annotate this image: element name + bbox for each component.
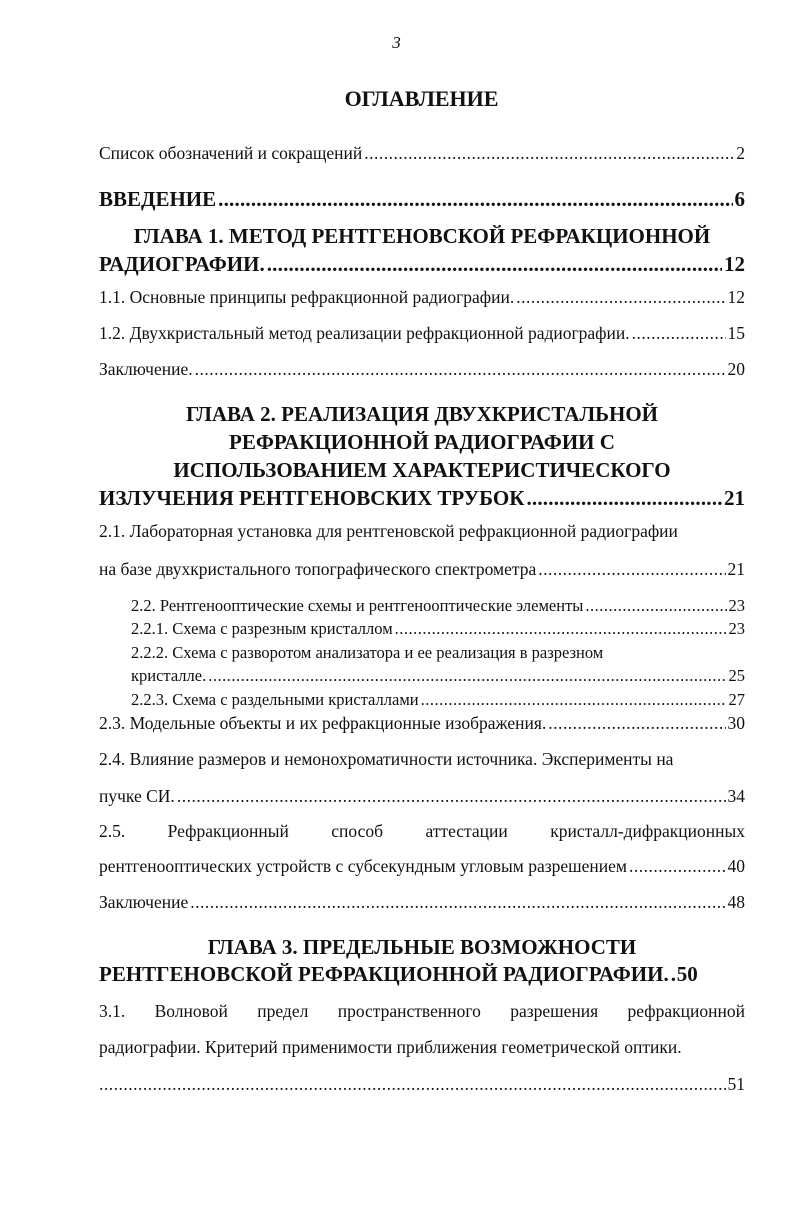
toc-page-number: 25 (728, 666, 745, 685)
leader-dots (526, 486, 722, 511)
toc-entry-text: пучке СИ. (99, 786, 175, 806)
toc-page-number: 23 (728, 619, 745, 638)
leader-dots (629, 856, 726, 877)
toc-entry-text: Список обозначений и сокращений (99, 143, 363, 163)
leader-dots (267, 252, 722, 277)
word: кристалл-дифракционных (550, 821, 745, 841)
toc-page-number: 23 (728, 596, 745, 615)
page-title: ОГЛАВЛЕНИЕ (344, 86, 499, 111)
chapter-2-title-line3[interactable]: ИСПОЛЬЗОВАНИЕМ ХАРАКТЕРИСТИЧЕСКОГО (173, 458, 671, 482)
leader-dots (516, 287, 725, 308)
chapter-3-title-line1[interactable]: ГЛАВА 3. ПРЕДЕЛЬНЫЕ ВОЗМОЖНОСТИ (207, 935, 637, 959)
toc-entry-chapter-2[interactable] (99, 486, 745, 511)
leader-dots (208, 666, 726, 686)
toc-entry-abbreviations[interactable] (99, 143, 745, 164)
leader-dots (421, 690, 727, 710)
leader-dots (538, 559, 725, 580)
word: аттестации (425, 821, 508, 841)
toc-page-number: 6 (734, 187, 745, 211)
toc-entry-chapter-1-conclusion[interactable] (99, 359, 745, 380)
toc-entry-3-1-line1[interactable] (99, 1001, 745, 1022)
leader-dots (548, 713, 725, 734)
toc-entry-2-2-2[interactable] (131, 666, 745, 686)
toc-entry-2-3[interactable] (99, 713, 745, 734)
toc-page-number: 51 (727, 1074, 745, 1094)
word: разрешения (510, 1001, 599, 1021)
toc-entry-text: 2.2. Рентгенооптические схемы и рентгенооптические элементы (131, 596, 584, 615)
toc-page-number: 21 (724, 486, 745, 510)
toc-page-number: 20 (727, 359, 745, 379)
toc-entry-text: Заключение. (99, 359, 193, 379)
toc-entry-introduction[interactable] (99, 187, 745, 212)
toc-page-number: 48 (727, 892, 745, 912)
toc-entry-2-5[interactable] (99, 856, 745, 877)
word: Волновой (154, 1001, 228, 1021)
toc-entry-text: 1.1. Основные принципы рефракционной радиографии. (99, 287, 515, 307)
leader-dots (218, 187, 732, 212)
toc-entry-3-1[interactable] (99, 1074, 745, 1095)
word: Рефракционный (167, 821, 289, 841)
toc-entry-text: 1.2. Двухкристальный метод реализации рефракционной радиографии. (99, 323, 630, 343)
toc-page-number: 15 (727, 323, 745, 343)
toc-entry-chapter-3[interactable] (99, 962, 745, 987)
toc-entry-text: ВВЕДЕНИЕ (99, 187, 217, 211)
toc-entry-1-2[interactable] (99, 323, 745, 344)
word: 3.1. (99, 1001, 126, 1021)
toc-page-number: 2 (736, 143, 745, 163)
toc-page-number: 50 (676, 962, 698, 986)
toc-entry-text: 2.2.3. Схема с раздельными кристаллами (131, 690, 419, 709)
toc-entry-text: ИЗЛУЧЕНИЯ РЕНТГЕНОВСКИХ ТРУБОК (99, 486, 525, 510)
toc-entry-text: кристалле. (131, 666, 207, 685)
toc-entry-2-4-line1[interactable]: 2.4. Влияние размеров и немонохроматичности источника. Эксперименты на (99, 749, 674, 769)
toc-entry-1-1[interactable] (99, 287, 745, 308)
toc-page-number: 34 (727, 786, 745, 806)
toc-entry-text: РАДИОГРАФИИ. (99, 252, 265, 276)
toc-entry-text: на базе двухкристального топографического спектрометра (99, 559, 537, 579)
leader-dots (364, 143, 734, 164)
leader-dots (632, 323, 726, 344)
page-number: 3 (392, 33, 401, 52)
chapter-2-title-line1[interactable]: ГЛАВА 2. РЕАЛИЗАЦИЯ ДВУХКРИСТАЛЬНОЙ (186, 402, 658, 426)
leader-dots (99, 1074, 726, 1095)
toc-entry-2-1[interactable] (99, 559, 745, 580)
chapter-2-title-line2[interactable]: РЕФРАКЦИОННОЙ РАДИОГРАФИИ С (229, 430, 615, 454)
leader-dots (177, 786, 726, 807)
toc-entry-text: Заключение (99, 892, 189, 912)
toc-entry-2-2[interactable] (131, 596, 745, 616)
toc-entry-chapter-2-conclusion[interactable] (99, 892, 745, 913)
toc-entry-2-4[interactable] (99, 786, 745, 807)
toc-page-number: 40 (727, 856, 745, 876)
leader-dots (190, 892, 725, 913)
leader-dots (671, 962, 675, 987)
toc-entry-2-1-line1[interactable]: 2.1. Лабораторная установка для рентгеновской рефракционной радиографии (99, 521, 678, 541)
toc-page-number: 30 (727, 713, 745, 733)
word: пространственного (337, 1001, 481, 1021)
toc-page-number: 12 (727, 287, 745, 307)
toc-entry-text: 2.2.1. Схема с разрезным кристаллом (131, 619, 393, 638)
toc-entry-text: РЕНТГЕНОВСКОЙ РЕФРАКЦИОННОЙ РАДИОГРАФИИ. (99, 962, 669, 986)
word: способ (331, 821, 384, 841)
leader-dots (195, 359, 726, 380)
toc-entry-2-2-2-line1[interactable]: 2.2.2. Схема с разворотом анализатора и ее реализация в разрезном (131, 643, 604, 662)
toc-entry-text: рентгенооптических устройств с субсекундным угловым разрешением (99, 856, 627, 876)
leader-dots (585, 596, 726, 616)
toc-page-number: 27 (728, 690, 745, 709)
toc-page-number: 21 (727, 559, 745, 579)
leader-dots (395, 619, 727, 639)
word: 2.5. (99, 821, 126, 841)
chapter-1-title-line1[interactable]: ГЛАВА 1. МЕТОД РЕНТГЕНОВСКОЙ РЕФРАКЦИОННОЙ (133, 224, 711, 248)
toc-entry-2-2-3[interactable] (131, 690, 745, 710)
word: предел (257, 1001, 309, 1021)
toc-entry-text: 2.3. Модельные объекты и их рефракционные изображения. (99, 713, 547, 733)
toc-entry-2-2-1[interactable] (131, 619, 745, 639)
toc-entry-3-1-line2[interactable]: радиографии. Критерий применимости приближения геометрической оптики. (99, 1037, 682, 1057)
toc-entry-2-5-line1[interactable] (99, 821, 745, 842)
toc-entry-chapter-1[interactable] (99, 252, 745, 277)
word: рефракционной (627, 1001, 745, 1021)
toc-page-number: 12 (724, 252, 745, 276)
